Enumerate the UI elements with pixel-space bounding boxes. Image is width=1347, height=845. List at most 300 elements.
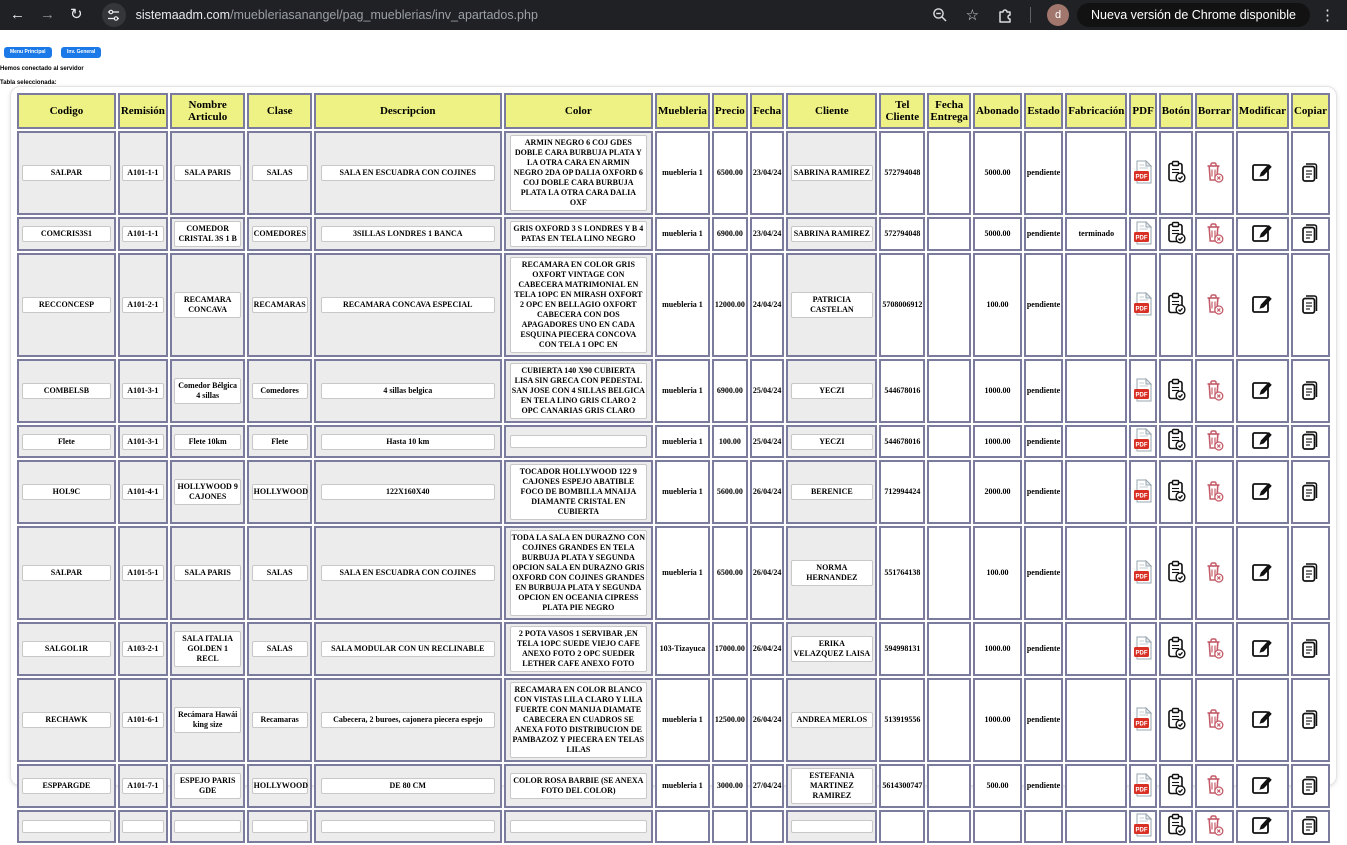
cell-boton <box>1159 253 1193 357</box>
cliente-input[interactable]: YECZI <box>791 434 873 450</box>
cell-borrar <box>1195 526 1234 620</box>
cell-remision <box>118 217 168 251</box>
abonado-value[interactable]: 1000.00 <box>973 622 1022 676</box>
pdf-icon[interactable] <box>1133 378 1153 402</box>
pdf-icon[interactable] <box>1133 636 1153 660</box>
fecha_entrega-value[interactable] <box>927 622 971 676</box>
nombre-input[interactable]: Recámara Hawái king size <box>174 707 241 733</box>
copy-icon[interactable] <box>1299 636 1321 660</box>
cell-clase <box>247 764 311 808</box>
tel-value[interactable]: 5708006912 <box>879 253 925 357</box>
cell-color <box>504 131 653 215</box>
column-header-nombre: Nombre Articulo <box>170 93 246 129</box>
edit-icon[interactable] <box>1250 636 1274 660</box>
fecha-value[interactable]: 27/04/24 <box>750 764 784 808</box>
estado-value[interactable] <box>1024 810 1063 843</box>
abonado-value[interactable]: 1000.00 <box>973 425 1022 458</box>
edit-icon[interactable] <box>1250 773 1274 797</box>
pdf-icon[interactable] <box>1133 773 1153 797</box>
fabricacion-value[interactable] <box>1065 359 1127 423</box>
cliente-input[interactable]: ERIKA VELAZQUEZ LAISA <box>791 636 873 662</box>
fecha-value[interactable]: 26/04/24 <box>750 460 784 524</box>
clipboard-check-icon[interactable] <box>1165 636 1187 660</box>
cell-clase <box>247 460 311 524</box>
fecha_entrega-value[interactable] <box>927 526 971 620</box>
copy-icon[interactable] <box>1299 479 1321 503</box>
menu-dots-icon[interactable]: ⋮ <box>1320 7 1335 24</box>
codigo-input[interactable]: Flete <box>22 434 111 450</box>
clipboard-check-icon[interactable] <box>1165 428 1187 452</box>
cell-codigo <box>17 764 116 808</box>
tel-value[interactable]: 544678016 <box>879 425 925 458</box>
cell-borrar <box>1195 810 1234 843</box>
copy-icon[interactable] <box>1299 813 1321 837</box>
remision-input[interactable]: A101-7-1 <box>122 778 164 794</box>
trash-delete-icon[interactable] <box>1203 636 1225 660</box>
fabricacion-value[interactable] <box>1065 526 1127 620</box>
trash-delete-icon[interactable] <box>1203 292 1225 316</box>
fabricacion-value[interactable] <box>1065 253 1127 357</box>
cell-color <box>504 678 653 762</box>
pdf-icon[interactable] <box>1133 428 1153 452</box>
cliente-input[interactable]: BERENICE <box>791 484 873 500</box>
clipboard-check-icon[interactable] <box>1165 292 1187 316</box>
site-controls-icon[interactable] <box>102 3 126 27</box>
edit-icon[interactable] <box>1250 560 1274 584</box>
color-input[interactable]: ARMIN NEGRO 6 COJ GDES DOBLE CARA BURBUJA PLATA Y LA OTRA CARA EN ARMIN NEGRO 2DA OP DALIA OXFORD 6 COJ DOBLE CARA BURBUJA PLATA LA OTRA CARA DALIA OXF <box>510 135 648 211</box>
remision-input[interactable]: A101-1-1 <box>122 226 164 242</box>
cell-boton <box>1159 425 1193 458</box>
cell-boton <box>1159 460 1193 524</box>
tel-value[interactable]: 544678016 <box>879 359 925 423</box>
muebleria-value[interactable]: muebleria 1 <box>655 253 710 357</box>
precio-value[interactable]: 6500.00 <box>712 526 748 620</box>
cell-nombre <box>170 131 246 215</box>
muebleria-value[interactable]: 103-Tizayuca <box>655 622 710 676</box>
abonado-value[interactable]: 100.00 <box>973 526 1022 620</box>
cliente-input[interactable]: PATRICIA CASTELAN <box>791 292 873 318</box>
fecha_entrega-value[interactable] <box>927 131 971 215</box>
clase-input[interactable]: Recamaras <box>252 712 308 728</box>
estado-value[interactable]: pendiente <box>1024 217 1063 251</box>
edit-icon[interactable] <box>1250 221 1274 245</box>
remision-input[interactable]: A103-2-1 <box>122 641 164 657</box>
pdf-icon[interactable] <box>1133 707 1153 731</box>
cell-descripcion <box>314 425 502 458</box>
fecha-value[interactable]: 26/04/24 <box>750 622 784 676</box>
cell-borrar <box>1195 622 1234 676</box>
codigo-input[interactable]: COMCRIS3S1 <box>22 226 111 242</box>
copy-icon[interactable] <box>1299 221 1321 245</box>
muebleria-value[interactable]: muebleria 1 <box>655 460 710 524</box>
precio-value[interactable]: 12500.00 <box>712 678 748 762</box>
cliente-input[interactable]: NORMA HERNANDEZ <box>791 560 873 586</box>
clipboard-check-icon[interactable] <box>1165 560 1187 584</box>
fecha-value[interactable] <box>750 810 784 843</box>
muebleria-value[interactable]: muebleria 1 <box>655 678 710 762</box>
tel-value[interactable] <box>879 810 925 843</box>
cell-modificar <box>1236 526 1289 620</box>
codigo-input[interactable]: RECHAWK <box>22 712 111 728</box>
trash-delete-icon[interactable] <box>1203 428 1225 452</box>
precio-value[interactable] <box>712 810 748 843</box>
trash-delete-icon[interactable] <box>1203 378 1225 402</box>
nombre-input[interactable]: HOLLYWOOD 9 CAJONES <box>174 479 241 505</box>
descripcion-input[interactable]: SALA EN ESCUADRA CON COJINES <box>321 565 496 581</box>
tune-icon <box>107 9 120 22</box>
clase-input[interactable] <box>252 820 308 833</box>
clipboard-check-icon[interactable] <box>1165 813 1187 837</box>
cliente-input[interactable]: SABRINA RAMIREZ <box>791 226 873 242</box>
clipboard-check-icon[interactable] <box>1165 378 1187 402</box>
fecha-value[interactable]: 26/04/24 <box>750 526 784 620</box>
descripcion-input[interactable]: 3SILLAS LONDRES 1 BANCA <box>321 226 496 242</box>
fecha-value[interactable]: 24/04/24 <box>750 253 784 357</box>
cell-codigo <box>17 131 116 215</box>
nombre-input[interactable] <box>174 820 241 833</box>
cell-color <box>504 810 653 843</box>
codigo-input[interactable] <box>22 820 111 833</box>
column-header-tel: Tel Cliente <box>879 93 925 129</box>
remision-input[interactable]: A101-6-1 <box>122 712 164 728</box>
color-input[interactable]: 2 POTA VASOS 1 SERVIBAR ,EN TELA 1OPC SUEDE VIEJO CAFE ANEXO FOTO 2 OPC SUEDER LETHER CAFE ANEXO FOTO <box>510 626 648 672</box>
abonado-value[interactable] <box>973 810 1022 843</box>
fabricacion-value[interactable] <box>1065 810 1127 843</box>
cell-copiar <box>1291 253 1330 357</box>
codigo-input[interactable]: ESPPARGDE <box>22 778 111 794</box>
fabricacion-value[interactable] <box>1065 425 1127 458</box>
estado-value[interactable]: pendiente <box>1024 460 1063 524</box>
fecha_entrega-value[interactable] <box>927 217 971 251</box>
pdf-icon[interactable] <box>1133 560 1153 584</box>
fabricacion-value[interactable] <box>1065 622 1127 676</box>
muebleria-value[interactable]: muebleria 1 <box>655 425 710 458</box>
column-header-fabricacion: Fabricación <box>1065 93 1127 129</box>
cell-nombre <box>170 425 246 458</box>
edit-icon[interactable] <box>1250 378 1274 402</box>
column-header-remision: Remisión <box>118 93 168 129</box>
fecha_entrega-value[interactable] <box>927 764 971 808</box>
color-input[interactable]: TODA LA SALA EN DURAZNO CON COJINES GRANDES EN TELA BURBUJA PLATA Y SEGUNDA OPCION SALA EN DURAZNO GRIS OXFORD CON COJINES GRANDES EN BURBUJA PLATA Y SEGUNDA OPCION EN OCEANIA CIPRESS PLATA PIE NEGRO <box>510 530 648 616</box>
color-input[interactable]: RECAMARA EN COLOR GRIS OXFORT VINTAGE CON CABECERA MATRIMONIAL EN TELA 1OPC EN MIRASH OXFORT 2 OPC EN BELLAGIO OXFORT CABECERA CON DOS APAGADORES UNO EN CADA ESQUINA PIECERA CONCOVA CON TELA 1 OPC EN <box>510 257 648 353</box>
cell-clase <box>247 622 311 676</box>
cliente-input[interactable] <box>791 820 873 833</box>
fecha_entrega-value[interactable] <box>927 810 971 843</box>
muebleria-value[interactable]: muebleria 1 <box>655 359 710 423</box>
table-row <box>17 359 1330 423</box>
remision-input[interactable] <box>122 820 164 833</box>
clipboard-check-icon[interactable] <box>1165 221 1187 245</box>
tel-value[interactable]: 513919556 <box>879 678 925 762</box>
descripcion-input[interactable]: Cabecera, 2 buroes, cajonera piecera espejo <box>321 712 496 728</box>
pdf-icon[interactable] <box>1133 160 1153 184</box>
nombre-input[interactable]: SALA PARIS <box>174 565 241 581</box>
fabricacion-value[interactable] <box>1065 678 1127 762</box>
cell-color <box>504 460 653 524</box>
clipboard-check-icon[interactable] <box>1165 479 1187 503</box>
estado-value[interactable]: pendiente <box>1024 253 1063 357</box>
back-icon[interactable]: ← <box>10 6 25 23</box>
clase-input[interactable]: SALAS <box>252 165 308 181</box>
color-input[interactable]: RECAMARA EN COLOR BLANCO CON VISTAS LILA CLARO Y LILA FUERTE CON MANIJA DIAMATE CABECERA EN CUADROS SE ANEXA FOTO DISTRIBUCION DE PAMBAZOZ Y PIECERA EN TELAS LILAS <box>510 682 648 758</box>
trash-delete-icon[interactable] <box>1203 707 1225 731</box>
url-bar[interactable] <box>136 8 923 22</box>
abonado-value[interactable]: 100.00 <box>973 253 1022 357</box>
cell-copiar <box>1291 622 1330 676</box>
estado-value[interactable]: pendiente <box>1024 764 1063 808</box>
estado-value[interactable]: pendiente <box>1024 678 1063 762</box>
trash-delete-icon[interactable] <box>1203 160 1225 184</box>
clase-input[interactable]: HOLLYWOOD <box>252 484 308 500</box>
precio-value[interactable]: 12000.00 <box>712 253 748 357</box>
clase-input[interactable]: HOLLYWOOD <box>252 778 308 794</box>
descripcion-input[interactable]: SALA MODULAR CON UN RECLINABLE <box>321 641 496 657</box>
codigo-input[interactable]: SALGOL1R <box>22 641 111 657</box>
precio-value[interactable]: 6900.00 <box>712 359 748 423</box>
nombre-input[interactable]: Flete 10km <box>174 434 241 450</box>
codigo-input[interactable]: RECCONCESP <box>22 297 111 313</box>
cell-descripcion <box>314 131 502 215</box>
precio-value[interactable]: 17000.00 <box>712 622 748 676</box>
edit-icon[interactable] <box>1250 707 1274 731</box>
svg-text:PDF: PDF <box>1135 574 1148 580</box>
cell-borrar <box>1195 678 1234 762</box>
precio-value[interactable]: 5600.00 <box>712 460 748 524</box>
copy-icon[interactable] <box>1299 560 1321 584</box>
cell-clase <box>247 526 311 620</box>
svg-text:PDF: PDF <box>1135 174 1148 180</box>
nombre-input[interactable]: RECAMARA CONCAVA <box>174 292 241 318</box>
tel-value[interactable]: 594998131 <box>879 622 925 676</box>
clipboard-check-icon[interactable] <box>1165 160 1187 184</box>
pdf-icon[interactable] <box>1133 479 1153 503</box>
zoom-out-icon[interactable] <box>932 7 948 23</box>
inv-general-button[interactable]: Inv. General <box>61 47 101 58</box>
cell-descripcion <box>314 526 502 620</box>
descripcion-input[interactable]: DE 80 CM <box>321 778 496 794</box>
color-input[interactable]: COLOR ROSA BARBIE (SE ANEXA FOTO DEL COLOR) <box>510 773 648 799</box>
trash-delete-icon[interactable] <box>1203 813 1225 837</box>
cell-clase <box>247 678 311 762</box>
color-input[interactable]: GRIS OXFORD 3 S LONDRES Y B 4 PATAS EN TELA LINO NEGRO <box>510 221 648 247</box>
cell-descripcion <box>314 217 502 251</box>
abonado-value[interactable]: 1000.00 <box>973 359 1022 423</box>
copy-icon[interactable] <box>1299 428 1321 452</box>
cell-color <box>504 217 653 251</box>
abonado-value[interactable]: 500.00 <box>973 764 1022 808</box>
cell-codigo <box>17 622 116 676</box>
descripcion-input[interactable]: 4 sillas belgica <box>321 383 496 399</box>
clase-input[interactable]: RECAMARAS <box>252 297 308 313</box>
fecha_entrega-value[interactable] <box>927 678 971 762</box>
remision-input[interactable]: A101-2-1 <box>122 297 164 313</box>
trash-delete-icon[interactable] <box>1203 560 1225 584</box>
precio-value[interactable]: 6500.00 <box>712 131 748 215</box>
muebleria-value[interactable] <box>655 810 710 843</box>
copy-icon[interactable] <box>1299 378 1321 402</box>
fecha-value[interactable]: 23/04/24 <box>750 217 784 251</box>
reload-icon[interactable]: ↻ <box>70 6 83 23</box>
clase-input[interactable]: Flete <box>252 434 308 450</box>
nombre-input[interactable]: ESPEJO PARIS GDE <box>174 773 241 799</box>
estado-value[interactable]: pendiente <box>1024 131 1063 215</box>
estado-value[interactable]: pendiente <box>1024 622 1063 676</box>
descripcion-input[interactable]: Hasta 10 km <box>321 434 496 450</box>
cliente-input[interactable]: SABRINA RAMIREZ <box>791 165 873 181</box>
pdf-icon[interactable] <box>1133 221 1153 245</box>
color-input[interactable] <box>510 435 648 448</box>
server-status-text: Hemos conectado al servidor <box>0 66 84 72</box>
trash-delete-icon[interactable] <box>1203 221 1225 245</box>
precio-value[interactable]: 6900.00 <box>712 217 748 251</box>
clase-input[interactable]: SALAS <box>252 641 308 657</box>
color-input[interactable] <box>510 820 648 833</box>
abonado-value[interactable]: 1000.00 <box>973 678 1022 762</box>
column-header-borrar: Borrar <box>1195 93 1234 129</box>
remision-input[interactable]: A101-3-1 <box>122 383 164 399</box>
cell-boton <box>1159 217 1193 251</box>
abonado-value[interactable]: 5000.00 <box>973 217 1022 251</box>
fecha_entrega-value[interactable] <box>927 253 971 357</box>
url-host: sistemaadm.com <box>135 8 231 22</box>
cell-descripcion <box>314 253 502 357</box>
descripcion-input[interactable]: SALA EN ESCUADRA CON COJINES <box>321 165 496 181</box>
remision-input[interactable]: A101-4-1 <box>122 484 164 500</box>
forward-icon[interactable]: → <box>40 6 55 23</box>
edit-icon[interactable] <box>1250 428 1274 452</box>
clase-input[interactable]: Comedores <box>252 383 308 399</box>
menu-principal-button[interactable]: Menu Principal <box>4 47 52 58</box>
tel-value[interactable]: 551764138 <box>879 526 925 620</box>
cell-pdf <box>1129 359 1156 423</box>
codigo-input[interactable]: SALPAR <box>22 565 111 581</box>
bookmark-star-icon[interactable]: ☆ <box>965 7 980 24</box>
cell-modificar <box>1236 217 1289 251</box>
cell-pdf <box>1129 131 1156 215</box>
cell-color <box>504 622 653 676</box>
precio-value[interactable]: 100.00 <box>712 425 748 458</box>
remision-input[interactable]: A101-3-1 <box>122 434 164 450</box>
profile-avatar[interactable]: d <box>1047 4 1069 26</box>
extensions-icon[interactable] <box>997 7 1013 23</box>
nombre-input[interactable]: SALA ITALIA GOLDEN 1 RECL <box>174 631 241 667</box>
fecha_entrega-value[interactable] <box>927 359 971 423</box>
cell-modificar <box>1236 622 1289 676</box>
codigo-input[interactable]: HOL9C <box>22 484 111 500</box>
nombre-input[interactable]: COMEDOR CRISTAL 3S 1 B <box>174 221 241 247</box>
copy-icon[interactable] <box>1299 292 1321 316</box>
column-header-pdf: PDF <box>1129 93 1156 129</box>
fecha_entrega-value[interactable] <box>927 460 971 524</box>
cell-modificar <box>1236 253 1289 357</box>
muebleria-value[interactable]: muebleria 1 <box>655 131 710 215</box>
edit-icon[interactable] <box>1250 813 1274 837</box>
fabricacion-value[interactable]: terminado <box>1065 217 1127 251</box>
cliente-input[interactable]: ANDREA MERLOS <box>791 712 873 728</box>
fecha_entrega-value[interactable] <box>927 425 971 458</box>
edit-icon[interactable] <box>1250 160 1274 184</box>
edit-icon[interactable] <box>1250 292 1274 316</box>
clipboard-check-icon[interactable] <box>1165 707 1187 731</box>
cell-cliente <box>786 359 877 423</box>
remision-input[interactable]: A101-1-1 <box>122 165 164 181</box>
pdf-icon[interactable] <box>1133 292 1153 316</box>
column-header-descripcion: Descripcion <box>314 93 502 129</box>
clase-input[interactable]: SALAS <box>252 565 308 581</box>
nombre-input[interactable]: SALA PARIS <box>174 165 241 181</box>
fecha-value[interactable]: 26/04/24 <box>750 678 784 762</box>
svg-text:PDF: PDF <box>1135 650 1148 656</box>
fecha-value[interactable]: 23/04/24 <box>750 131 784 215</box>
precio-value[interactable]: 3000.00 <box>712 764 748 808</box>
cell-pdf <box>1129 622 1156 676</box>
estado-value[interactable]: pendiente <box>1024 526 1063 620</box>
tel-value[interactable]: 5614300747 <box>879 764 925 808</box>
tel-value[interactable]: 712994424 <box>879 460 925 524</box>
cell-borrar <box>1195 764 1234 808</box>
remision-input[interactable]: A101-5-1 <box>122 565 164 581</box>
cell-nombre <box>170 764 246 808</box>
codigo-input[interactable]: SALPAR <box>22 165 111 181</box>
pdf-icon[interactable] <box>1133 813 1153 837</box>
copy-icon[interactable] <box>1299 773 1321 797</box>
browser-toolbar <box>0 0 1347 30</box>
edit-icon[interactable] <box>1250 479 1274 503</box>
copy-icon[interactable] <box>1299 707 1321 731</box>
estado-value[interactable]: pendiente <box>1024 425 1063 458</box>
cell-codigo <box>17 359 116 423</box>
cell-descripcion <box>314 359 502 423</box>
muebleria-value[interactable]: muebleria 1 <box>655 764 710 808</box>
tel-value[interactable]: 572794048 <box>879 217 925 251</box>
table-row <box>17 678 1330 762</box>
muebleria-value[interactable]: muebleria 1 <box>655 526 710 620</box>
tel-value[interactable]: 572794048 <box>879 131 925 215</box>
descripcion-input[interactable]: RECAMARA CONCAVA ESPECIAL <box>321 297 496 313</box>
cell-remision <box>118 622 168 676</box>
codigo-input[interactable]: COMBELSB <box>22 383 111 399</box>
cliente-input[interactable]: YECZI <box>791 383 873 399</box>
fabricacion-value[interactable] <box>1065 764 1127 808</box>
abonado-value[interactable]: 5000.00 <box>973 131 1022 215</box>
muebleria-value[interactable]: muebleria 1 <box>655 217 710 251</box>
cell-cliente <box>786 810 877 843</box>
nombre-input[interactable]: Comedor Bélgica 4 sillas <box>174 378 241 404</box>
cell-codigo <box>17 217 116 251</box>
fabricacion-value[interactable] <box>1065 460 1127 524</box>
estado-value[interactable]: pendiente <box>1024 359 1063 423</box>
descripcion-input[interactable]: 122X160X40 <box>321 484 496 500</box>
cell-cliente <box>786 425 877 458</box>
fecha-value[interactable]: 25/04/24 <box>750 425 784 458</box>
abonado-value[interactable]: 2000.00 <box>973 460 1022 524</box>
color-input[interactable]: CUBIERTA 140 X90 CUBIERTA LISA SIN GRECA CON PEDESTAL SAN JOSE CON 4 SILLAS BELGICA EN TELA LINO GRIS CLARO 2 OPC CANARIAS GRIS CLARO <box>510 363 648 419</box>
copy-icon[interactable] <box>1299 160 1321 184</box>
svg-text:PDF: PDF <box>1135 721 1148 727</box>
clase-input[interactable]: COMEDORES <box>252 226 308 242</box>
chrome-update-button[interactable]: Nueva versión de Chrome disponible <box>1077 3 1310 27</box>
cliente-input[interactable]: ESTEFANIA MARTINEZ RAMIREZ <box>791 768 873 804</box>
cell-modificar <box>1236 460 1289 524</box>
cell-borrar <box>1195 253 1234 357</box>
fabricacion-value[interactable] <box>1065 131 1127 215</box>
clipboard-check-icon[interactable] <box>1165 773 1187 797</box>
trash-delete-icon[interactable] <box>1203 773 1225 797</box>
descripcion-input[interactable] <box>321 820 496 833</box>
fecha-value[interactable]: 25/04/24 <box>750 359 784 423</box>
trash-delete-icon[interactable] <box>1203 479 1225 503</box>
color-input[interactable]: TOCADOR HOLLYWOOD 122 9 CAJONES ESPEJO ABATIBLE FOCO DE BOMBILLA MNAIJA DIAMANTE CRISTAL EN CUBIERTA <box>510 464 648 520</box>
